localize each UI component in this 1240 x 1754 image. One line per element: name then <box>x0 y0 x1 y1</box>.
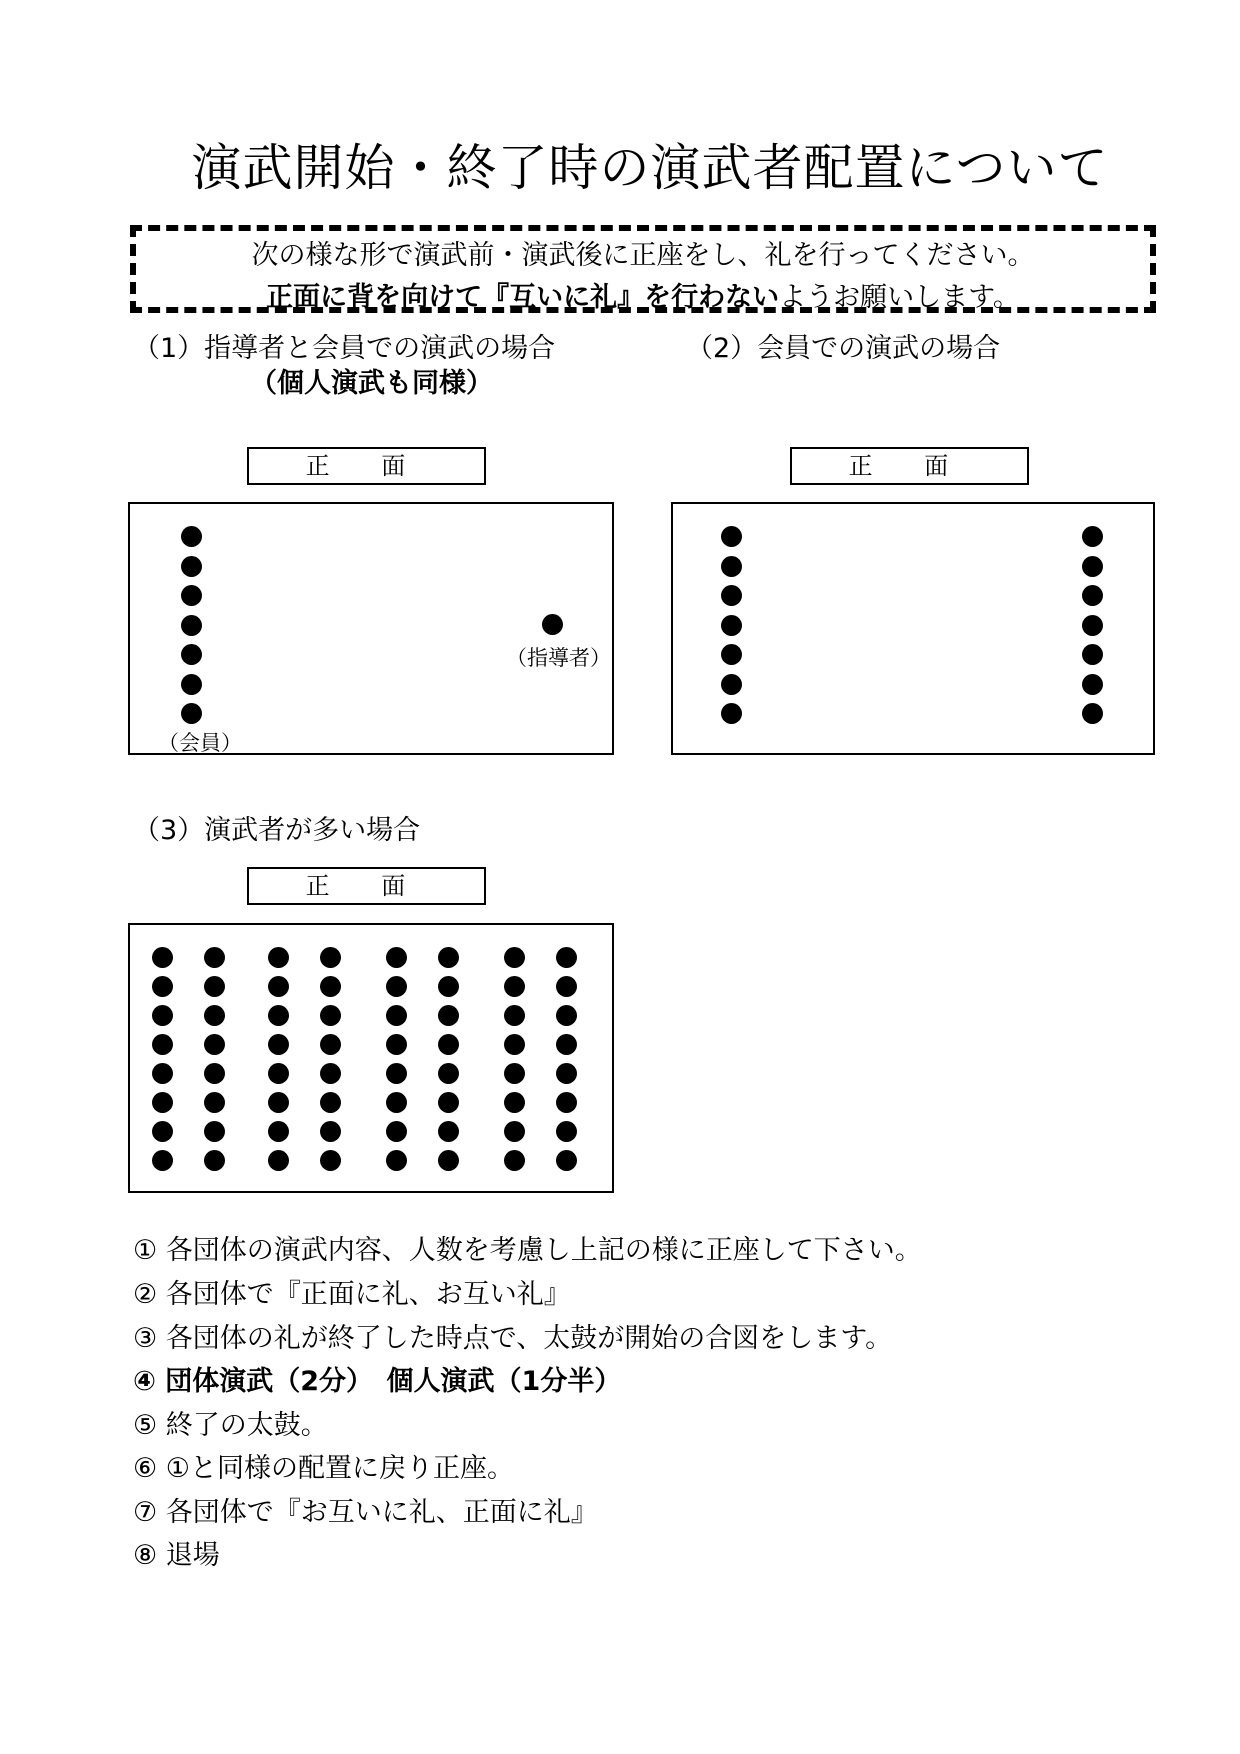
member-dot <box>268 1063 289 1084</box>
member-dot <box>438 976 459 997</box>
member-dot <box>438 1150 459 1171</box>
member-dot <box>181 585 202 606</box>
member-dot <box>204 1150 225 1171</box>
member-dot <box>204 1005 225 1026</box>
member-dot <box>268 1092 289 1113</box>
member-dot <box>386 1092 407 1113</box>
member-dot-right <box>1082 585 1103 606</box>
member-dot <box>556 1150 577 1171</box>
member-dot <box>504 1063 525 1084</box>
section3-stage <box>128 923 614 1193</box>
member-dot <box>204 947 225 968</box>
member-dot <box>556 1121 577 1142</box>
member-dot-right <box>1082 703 1103 724</box>
member-dot <box>556 1063 577 1084</box>
member-dot <box>268 1005 289 1026</box>
member-dot <box>320 1150 341 1171</box>
step-7: ⑦ 各団体で『お互いに礼、正面に礼』 <box>133 1497 598 1528</box>
member-dot <box>152 976 173 997</box>
member-dot <box>320 1034 341 1055</box>
member-dot <box>204 1063 225 1084</box>
member-dot <box>152 1063 173 1084</box>
member-dot <box>386 1034 407 1055</box>
member-dot-right <box>1082 556 1103 577</box>
member-dot <box>556 1092 577 1113</box>
member-dot <box>386 1121 407 1142</box>
member-dot <box>320 976 341 997</box>
member-dot <box>386 947 407 968</box>
page-title: 演武開始・終了時の演武者配置について <box>191 139 1109 197</box>
member-dot <box>320 947 341 968</box>
member-dot <box>152 1121 173 1142</box>
step-1: ① 各団体の演武内容、人数を考慮し上記の様に正座して下さい。 <box>133 1235 922 1266</box>
member-dot <box>181 703 202 724</box>
member-dot <box>438 1063 459 1084</box>
member-dot <box>268 1121 289 1142</box>
member-dot <box>152 1150 173 1171</box>
step-2: ② 各団体で『正面に礼、お互い礼』 <box>133 1279 571 1310</box>
member-dot <box>504 976 525 997</box>
section3-front-box: 正 面 <box>247 867 486 905</box>
notice-line-2-bold: 正面に背を向けて『互いに礼』を行わない <box>266 282 780 313</box>
member-dot <box>320 1005 341 1026</box>
member-dot <box>152 1092 173 1113</box>
member-dot <box>438 1121 459 1142</box>
member-dot <box>438 1034 459 1055</box>
member-dot-left <box>721 526 742 547</box>
member-dot <box>504 947 525 968</box>
member-dot <box>386 1150 407 1171</box>
member-dot <box>556 976 577 997</box>
section3-label: （3）演武者が多い場合 <box>133 815 421 846</box>
member-dot <box>504 1150 525 1171</box>
leader-label: （指導者） <box>506 646 611 670</box>
member-dot <box>268 1034 289 1055</box>
section1-stage <box>128 502 614 755</box>
notice-box <box>130 225 1156 313</box>
member-dot <box>556 947 577 968</box>
step-5: ⑤ 終了の太鼓。 <box>133 1410 328 1441</box>
member-dot <box>152 1034 173 1055</box>
members-label: （会員） <box>158 731 242 755</box>
member-dot <box>181 644 202 665</box>
member-dot <box>268 1150 289 1171</box>
member-dot <box>152 947 173 968</box>
member-dot-left <box>721 644 742 665</box>
member-dot <box>556 1034 577 1055</box>
notice-line-2 <box>136 275 1150 314</box>
member-dot <box>152 1005 173 1026</box>
member-dot <box>504 1034 525 1055</box>
member-dot-left <box>721 556 742 577</box>
member-dot <box>320 1092 341 1113</box>
section2-stage <box>671 502 1155 755</box>
member-dot <box>504 1092 525 1113</box>
member-dot-right <box>1082 526 1103 547</box>
member-dot-left <box>721 703 742 724</box>
step-6: ⑥ ①と同様の配置に戻り正座。 <box>133 1453 514 1484</box>
member-dot-left <box>721 585 742 606</box>
step-4: ④ 団体演武（2分） 個人演武（1分半） <box>133 1366 622 1397</box>
member-dot <box>386 1063 407 1084</box>
member-dot <box>268 976 289 997</box>
member-dot <box>556 1005 577 1026</box>
section2-front-box: 正 面 <box>790 447 1029 485</box>
notice-line-1: 次の様な形で演武前・演武後に正座をし、礼を行ってください。 <box>251 240 1035 271</box>
step-3: ③ 各団体の礼が終了した時点で、太鼓が開始の合図をします。 <box>133 1323 893 1354</box>
step-8: ⑧ 退場 <box>133 1540 220 1571</box>
member-dot <box>320 1121 341 1142</box>
member-dot-left <box>721 615 742 636</box>
member-dot <box>268 947 289 968</box>
member-dot <box>504 1005 525 1026</box>
member-dot <box>181 615 202 636</box>
member-dot <box>438 947 459 968</box>
member-dot <box>181 556 202 577</box>
member-dot <box>204 1034 225 1055</box>
section2-label: （2）会員での演武の場合 <box>686 333 1001 364</box>
member-dot-right <box>1082 615 1103 636</box>
member-dot <box>504 1121 525 1142</box>
member-dot-right <box>1082 674 1103 695</box>
member-dot <box>204 1092 225 1113</box>
member-dot <box>438 1092 459 1113</box>
leader-dot <box>542 614 563 635</box>
member-dot <box>386 976 407 997</box>
member-dot <box>438 1005 459 1026</box>
member-dot <box>386 1005 407 1026</box>
notice-line-2-rest: ようお願いします。 <box>779 282 1020 313</box>
section1-sublabel: （個人演武も同様） <box>250 368 493 399</box>
member-dot <box>181 674 202 695</box>
section1-label: （1）指導者と会員での演武の場合 <box>133 333 556 364</box>
member-dot <box>320 1063 341 1084</box>
member-dot <box>204 1121 225 1142</box>
member-dot <box>204 976 225 997</box>
member-dot-right <box>1082 644 1103 665</box>
member-dot-left <box>721 674 742 695</box>
member-dot <box>181 526 202 547</box>
section1-front-box: 正 面 <box>247 447 486 485</box>
